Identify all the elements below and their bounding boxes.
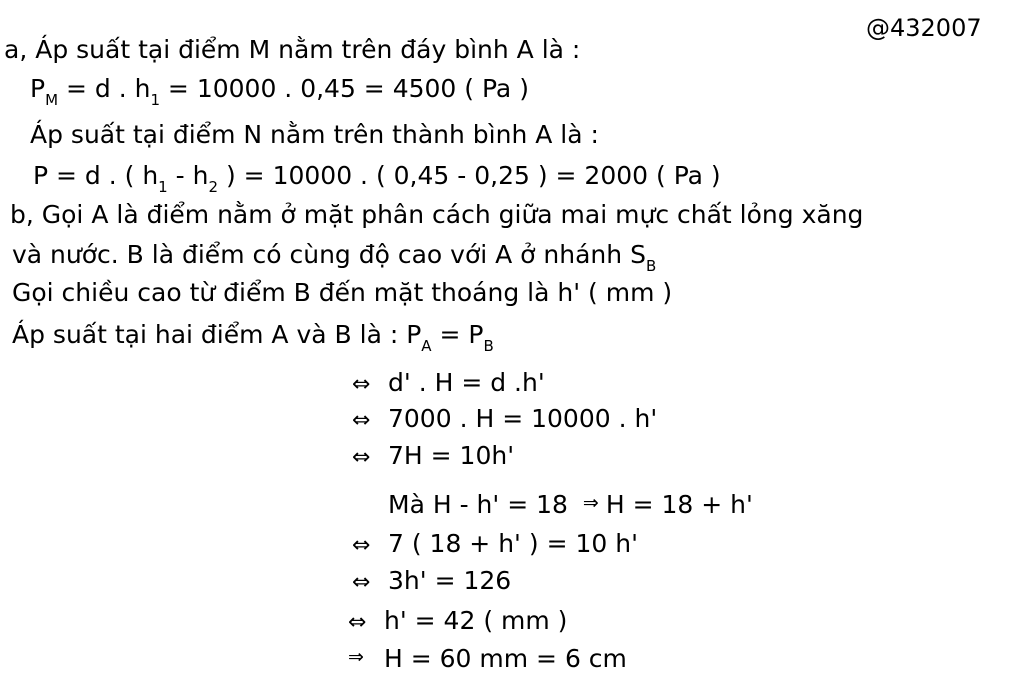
equivalence-icon: ⇔ [348,610,367,635]
pressure-at-n-formula [33,160,721,196]
step-7 [348,605,567,637]
subscript-1: 1 [158,178,168,196]
step-6 [352,565,511,597]
step-text: h' = 42 ( mm ) [384,606,568,635]
subscript-a: A [421,337,432,355]
subscript-b: B [645,257,657,275]
step-text: 7000 . H = 10000 . h' [388,404,658,433]
watermark: @432007 [866,14,982,42]
step-text: H = 60 mm = 6 cm [384,644,627,673]
step-text: Mà H - h' = 18 [388,490,568,519]
equivalence-icon: ⇔ [352,570,371,595]
equivalence-icon: ⇔ [352,445,371,470]
step-4 [388,489,753,521]
formula-result: = 10000 . 0,45 = 4500 ( Pa ) [159,74,529,103]
equals-text: = P [431,320,484,349]
formula-result: ) = 10000 . ( 0,45 - 0,25 ) = 2000 ( Pa ) [218,161,721,190]
step-text: d' . H = d .h' [388,368,545,397]
step-5 [352,528,638,560]
step-text: H = 18 + h' [605,490,753,519]
formula-text: P = d . ( h [33,161,159,190]
formula-text: = d . h [58,74,151,103]
pressure-equality [12,319,494,355]
step-2 [352,403,657,435]
step-text: 7H = 10h' [388,441,515,470]
part-b-heading: b, Gọi A là điểm nằm ở mặt phân cách giữa mai mực chất lỏng xăng [10,200,864,229]
subscript-2: 2 [208,178,219,196]
subscript-m: M [45,91,59,109]
statement-text: và nước. B là điểm có cùng độ cao với A ở nhánh S [12,240,646,269]
part-a-heading: a, Áp suất tại điểm M nằm trên đáy bình A là : [4,35,581,64]
pressure-at-m-formula [30,73,529,109]
subscript-1: 1 [150,91,160,109]
formula-text: - h [167,161,209,190]
equivalence-icon: ⇔ [352,408,371,433]
point-b-statement [12,239,657,275]
step-3 [352,440,514,472]
statement-text: Áp suất tại hai điểm A và B là : P [12,320,422,349]
step-text: 3h' = 126 [388,566,512,595]
implies-icon: ⇒ [348,646,364,668]
implies-icon: ⇒ [582,492,599,514]
point-n-statement: Áp suất tại điểm N nằm trên thành bình A là : [30,120,599,149]
step-text: 7 ( 18 + h' ) = 10 h' [388,529,638,558]
step-8 [348,643,627,675]
subscript-b: B [483,337,494,355]
step-1 [352,367,545,399]
equivalence-icon: ⇔ [352,533,371,558]
p-symbol: P [30,74,46,103]
equivalence-icon: ⇔ [352,372,371,397]
height-definition: Gọi chiều cao từ điểm B đến mặt thoáng là h' ( mm ) [12,278,673,307]
